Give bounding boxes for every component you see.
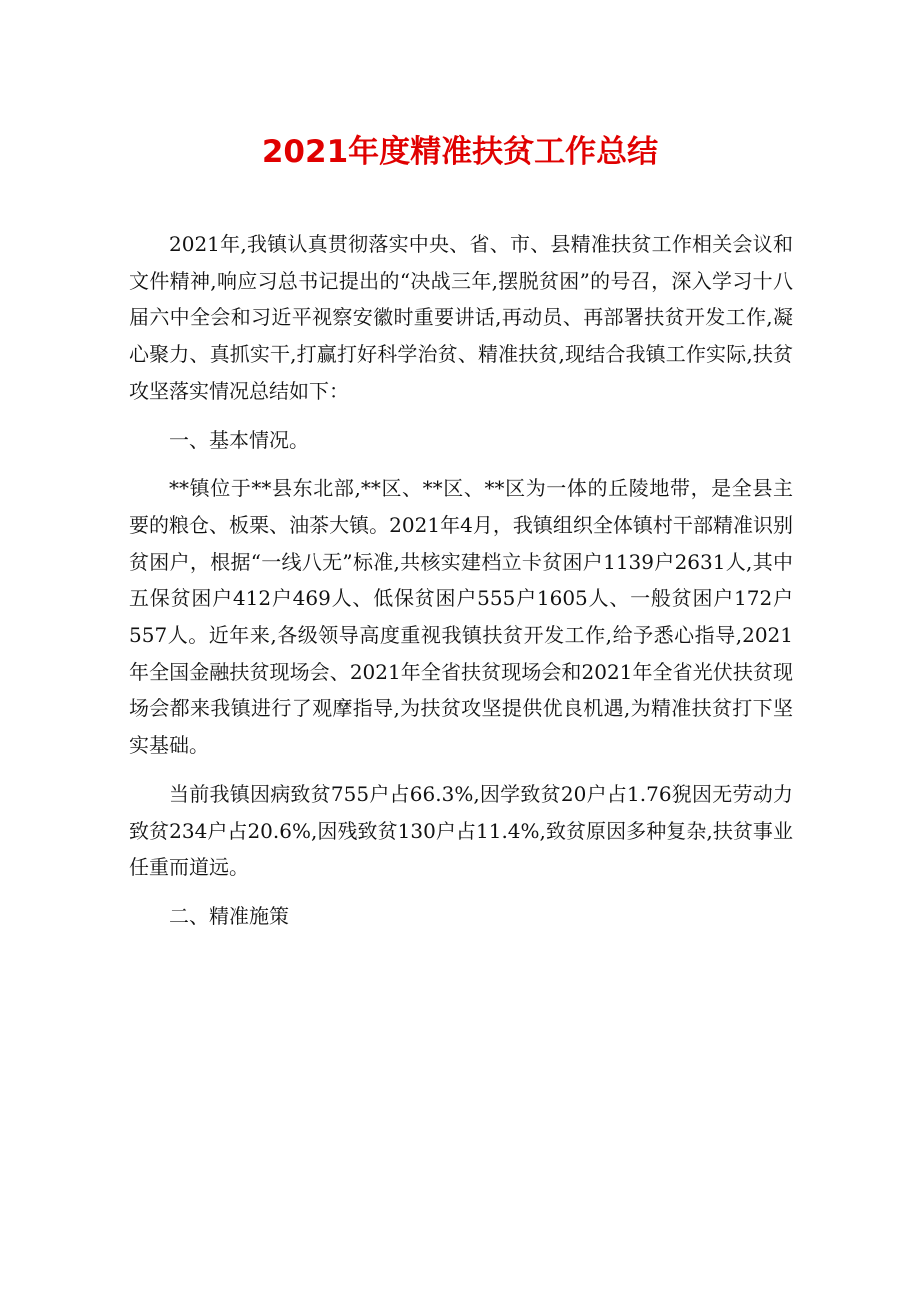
document-body xyxy=(129,226,793,935)
poverty-causes-paragraph: 当前我镇因病致贫755户占66.3%,因学致贫20户占1.76猊因无劳动力致贫234户占20.6%,因残致贫130户占11.4%,致贫原因多种复杂,扶贫事业任重而道远。 xyxy=(129,781,793,880)
intro-paragraph: 2021年,我镇认真贯彻落实中央、省、市、县精准扶贫工作相关会议和文件精神,响应习总书记提出的“决战三年,摆脱贫困”的号召，深入学习十八届六中全会和习近平视察安徽时重要讲话,再动员、再部署扶贫开发工作,凝心聚力、真抓实干,打赢打好科学治贫、精准扶贫,现结合我镇工作实际,扶贫攻坚落实情况总结如下： xyxy=(129,232,793,403)
section-heading-basic-situation: 一、基本情况。 xyxy=(169,427,309,452)
document-title: 2021年度精准扶贫工作总结 xyxy=(261,134,659,170)
section-heading-precise-measures: 二、精准施策 xyxy=(169,903,289,928)
basic-situation-paragraph: **镇位于**县东北部,**区、**区、**区为一体的丘陵地带，是全县主要的粮仓、板栗、油茶大镇。2021年4月，我镇组织全体镇村干部精准识别贫困户，根据“一线八无”标准,共核实建档立卡贫困户1139户2631人,其中五保贫困户412户469人、低保贫困户555户1605人、一般贫困户172户557人。近年来,各级领导高度重视我镇扶贫开发工作,给予悉心指导,2021年全国金融扶贫现场会、2021年全省扶贫现场会和2021年全省光伏扶贫现场会都来我镇进行了观摩指导,为扶贫攻坚提供优良机遇,为精准扶贫打下坚实基础。 xyxy=(129,476,793,758)
